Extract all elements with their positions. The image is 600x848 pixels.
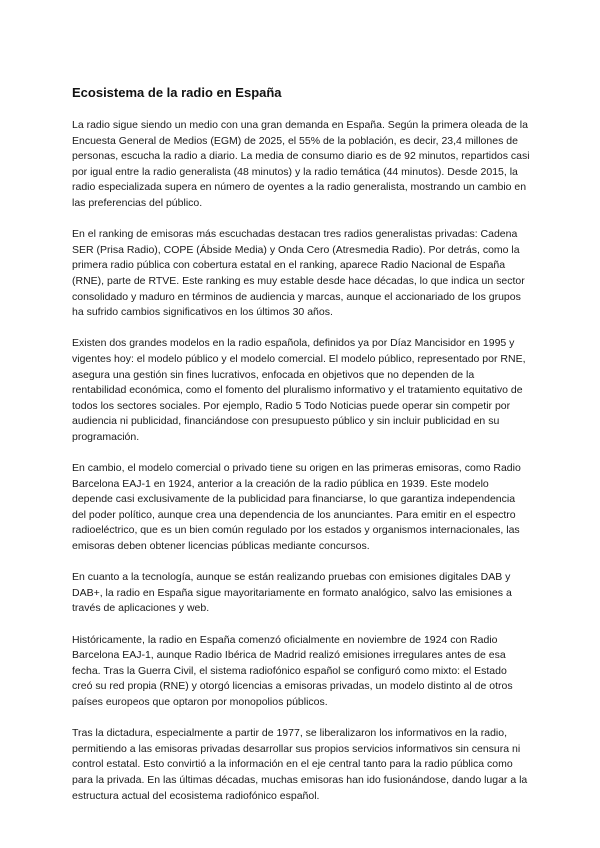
paragraph-public-model: Existen dos grandes modelos en la radio española, definidos ya por Díaz Mancisidor en 1995 y vigentes hoy: el modelo público y el modelo comercial. El modelo público, representado por RNE, asegura una gestión sin fines lucrativos, enfocada en objetivos que no dependen de la rentabilidad económica, como el fomento del pluralismo informativo y el tratamiento equitativo de todos los sectores sociales. Por ejemplo, Radio 5 Todo Noticias puede operar sin competir por audiencia ni publicidad, financiándose con presupuesto público y sin incluir publicidad en su programación. <box>72 337 526 443</box>
paragraph-post-dictatorship: Tras la dictadura, especialmente a partir de 1977, se liberalizaron los informativos en la radio, permitiendo a las emisoras privadas desarrollar sus propios servicios informativos sin censura ni control estatal. Esto convirtió a la información en el eje central tanto para la radio pública como para la privada. En las últimas décadas, muchas emisoras han ido fusionándose, dando lugar a la estructura actual del ecosistema radiofónico español. <box>72 727 528 802</box>
paragraph-commercial-model: En cambio, el modelo comercial o privado tiene su origen en las primeras emisoras, como Radio Barcelona EAJ-1 en 1924, anterior a la creación de la radio pública en 1939. Este modelo depende casi exclusivamente de la publicidad para financiarse, lo que garantiza independencia del poder político, aunque crea una dependencia de los anunciantes. Para emitir en el espectro radioeléctrico, que es un bien común regulado por los estados y organismos internacionales, las emisoras deben obtener licencias públicas mediante concursos. <box>72 462 521 553</box>
paragraph-station-ranking: En el ranking de emisoras más escuchadas destacan tres radios generalistas privadas: Cadena SER (Prisa Radio), COPE (Ábside Media) y Onda Cero (Atresmedia Radio). Por detrás, como la primera radio pública con cobertura estatal en el ranking, aparece Radio Nacional de España (RNE), parte de RTVE. Este ranking es muy estable desde hace décadas, lo que indica un sector consolidado y maduro en términos de audiencia y marcas, aunque el accionariado de los grupos ha sufrido cambios significativos en los últimos 30 años. <box>72 228 525 319</box>
document-page <box>72 85 530 820</box>
document-title: Ecosistema de la radio en España <box>72 85 282 100</box>
paragraph-egm-audience: La radio sigue siendo un medio con una gran demanda en España. Según la primera oleada de la Encuesta General de Medios (EGM) de 2025, el 55% de la población, es decir, 23,4 millones de personas, escucha la radio a diario. La media de consumo diario es de 92 minutos, repartidos casi por igual entre la radio generalista (48 minutos) y la radio temática (44 minutos). Desde 2015, la radio especializada supera en número de oyentes a la radio generalista, mostrando un cambio en las preferencias del público. <box>72 119 530 209</box>
paragraph-history: Históricamente, la radio en España comenzó oficialmente en noviembre de 1924 con Radio Barcelona EAJ-1, aunque Radio Ibérica de Madrid realizó emisiones irregulares antes de esa fecha. Tras la Guerra Civil, el sistema radiofónico español se configuró como mixto: el Estado creó su red propia (RNE) y otorgó licencias a emisoras privadas, un modelo distinto al de otros países europeos que optaron por monopolios públicos. <box>72 633 513 708</box>
paragraph-technology: En cuanto a la tecnología, aunque se están realizando pruebas con emisiones digitales DAB y DAB+, la radio en España sigue mayoritariamente en formato analógico, salvo las emisiones a través de aplicaciones y web. <box>72 571 512 615</box>
